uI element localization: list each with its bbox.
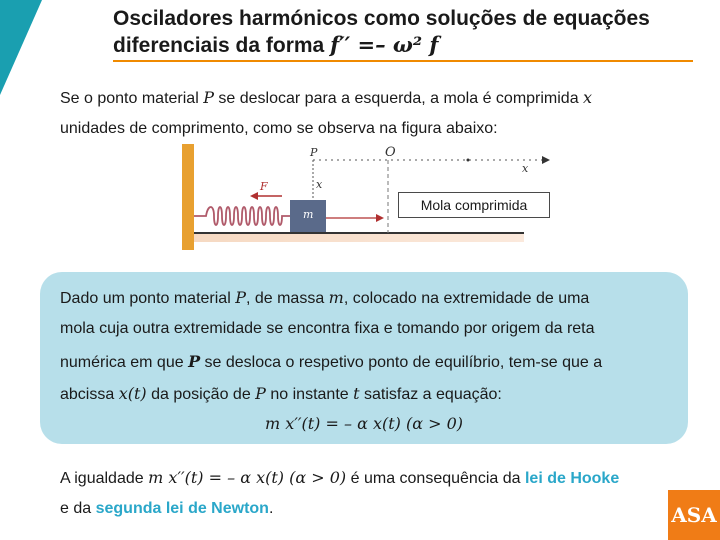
- box-l3-text-a: numérica em que: [60, 354, 189, 371]
- label-x-vertical: x: [316, 178, 323, 191]
- title-underline: [113, 60, 693, 62]
- intro-text-2: se deslocar para a esquerda, a mola é comprimida: [213, 90, 584, 107]
- hooke-law-highlight: lei de Hooke: [524, 470, 620, 487]
- box-l1-text-b: , de massa: [245, 290, 329, 307]
- box-l4-text-d: satisfaz a equação:: [359, 386, 502, 403]
- figure-caption: Mola comprimida: [398, 192, 550, 218]
- label-O: O: [385, 145, 396, 160]
- box-l4-var-t: t: [353, 384, 360, 403]
- box-line-2: mola cuja outra extremidade se encontra fixa e tomando por origem da reta: [60, 320, 595, 337]
- box-l4-var-x: x(t): [118, 384, 147, 403]
- conclusion-period: .: [268, 500, 274, 517]
- publisher-logo: ASA: [668, 490, 720, 540]
- box-l4-text-a: abcissa: [60, 386, 119, 403]
- conclusion-text-a: A igualdade: [60, 470, 149, 487]
- label-F: F: [260, 180, 268, 193]
- box-l1-text-a: Dado um ponto material: [60, 290, 236, 307]
- intro-var-x: x: [583, 88, 593, 107]
- title-line-2-text: diferenciais da forma: [113, 34, 331, 57]
- label-x-axis: x: [522, 162, 529, 175]
- box-l1-text-c: , colocado na extremidade de uma: [343, 290, 590, 307]
- slide-title: [113, 6, 713, 59]
- box-l4-text-c: no instante: [265, 386, 354, 403]
- intro-line-1: [60, 88, 690, 108]
- box-l3-var-P: P: [188, 352, 201, 371]
- spring: [194, 207, 290, 225]
- box-l4-var-P: P: [255, 384, 266, 403]
- box-equation: m x′′(t) = – α x(t) (α > 0): [264, 414, 464, 433]
- conclusion-line-2: [60, 500, 690, 518]
- box-line-1: [60, 288, 680, 308]
- newton-law-highlight: segunda lei de Newton: [95, 500, 269, 517]
- box-l1-var-P: P: [235, 288, 246, 307]
- box-line-3: [60, 352, 680, 372]
- label-P: P: [310, 146, 318, 159]
- intro-text-1: Se o ponto material: [60, 90, 204, 107]
- conclusion-equation: m x′′(t) = – α x(t) (α > 0): [148, 468, 347, 487]
- intro-var-P: P: [203, 88, 214, 107]
- conclusion-text-c: e da: [60, 500, 96, 517]
- force-arrowhead: [250, 192, 258, 200]
- label-m: m: [303, 208, 314, 221]
- box-l4-text-b: da posição de: [146, 386, 256, 403]
- number-line-dot: [467, 159, 470, 162]
- box-line-4: [60, 384, 680, 404]
- number-line-arrowhead: [542, 156, 550, 164]
- conclusion-text-b: é uma consequência da: [346, 470, 525, 487]
- title-line-2: [113, 32, 713, 59]
- title-line-1: Osciladores harmónicos como soluções de equações: [113, 7, 650, 30]
- displacement-arrowhead: [376, 214, 384, 222]
- wall: [182, 144, 194, 250]
- box-l3-text-b: se desloca o respetivo ponto de equilíbrio, tem-se que a: [200, 354, 603, 371]
- conclusion-line-1: [60, 468, 690, 488]
- box-l1-var-m: m: [328, 288, 344, 307]
- title-formula: f′′ =– ω² f: [330, 32, 439, 57]
- intro-line-2: unidades de comprimento, como se observa na figura abaixo:: [60, 120, 498, 137]
